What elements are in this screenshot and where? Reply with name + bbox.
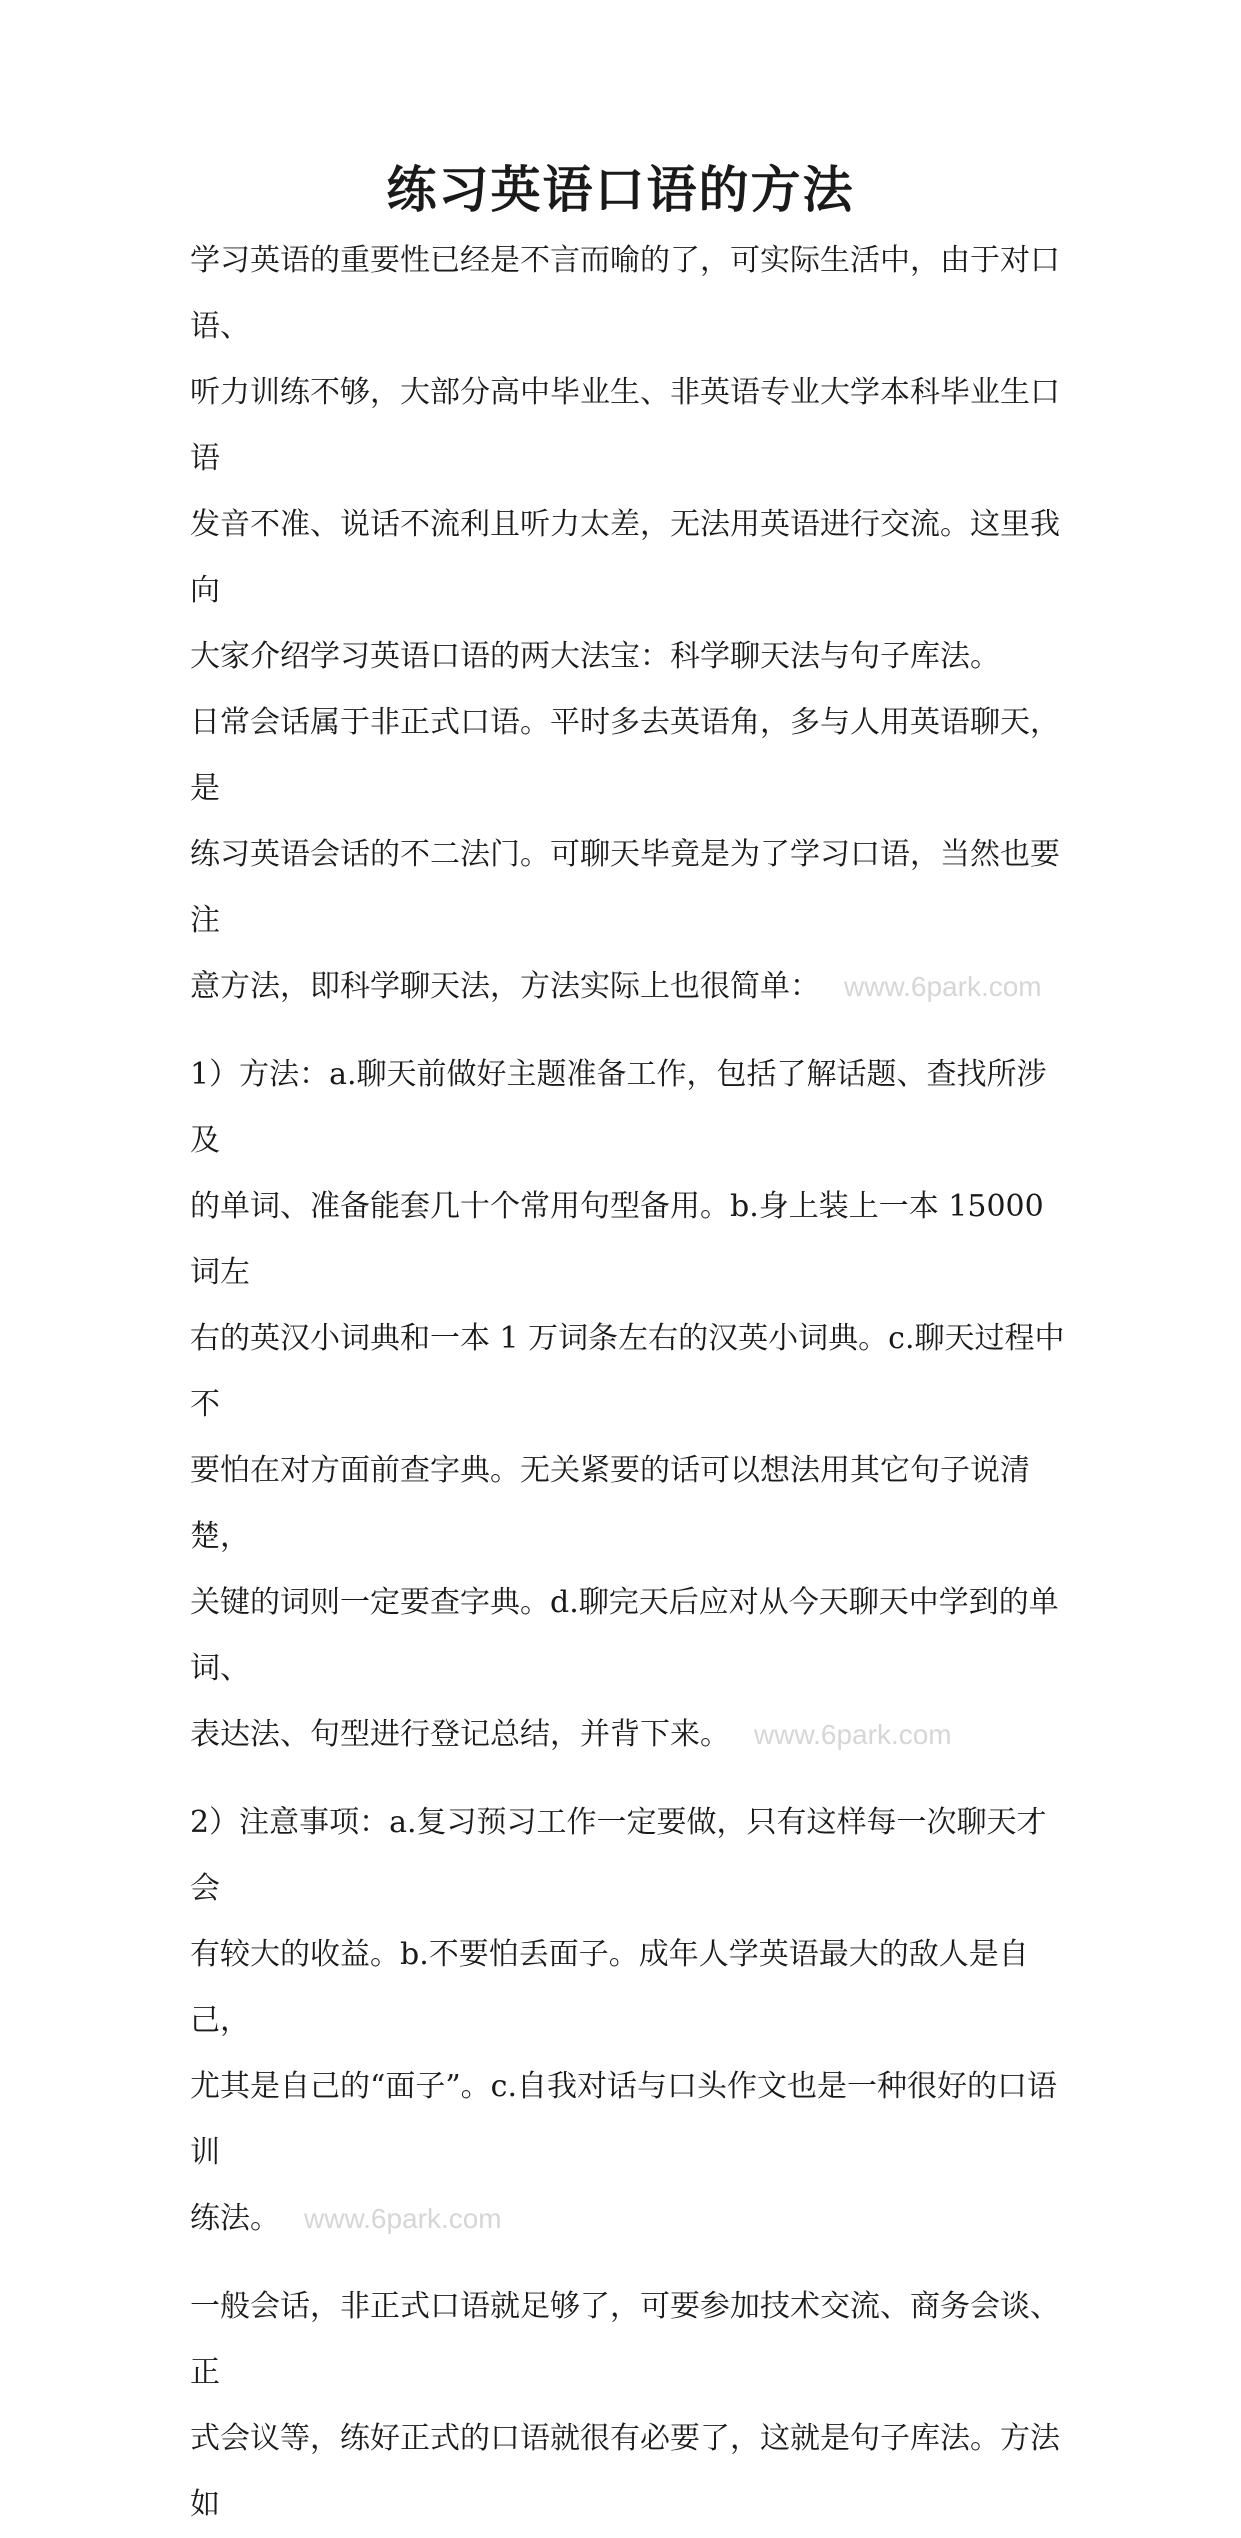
paragraph-text: 学习英语的重要性已经是不言而喻的了，可实际生活中，由于对口语、 听力训练不够，大部分高中毕业生、非英语专业大学本科毕业生口语 发音不准、说话不流利且听力太差，无法用英语进行交流。这里我向 大家介绍学习英语口语的两大法宝：科学聊天法与句子库法。 <box>190 243 1060 674</box>
paragraph-text: 2）注意事项：a.复习预习工作一定要做，只有这样每一次聊天才会 有较大的收益。b.不要怕丢面子。成年人学英语最大的敌人是自己， 尤其是自己的“面子”。c.自我对话与口头作文也是一种很好的口语训 练法。 <box>190 1805 1058 2236</box>
paragraph-spacer <box>190 1768 1070 1790</box>
paragraph-casual-talk <box>190 690 1070 1020</box>
document-body <box>190 228 1070 2538</box>
page-title: 练习英语口语的方法 <box>386 161 855 219</box>
paragraph-formal-talk <box>190 2274 1070 2538</box>
paragraph-intro <box>190 228 1070 690</box>
watermark-text: www.6park.com <box>754 1719 952 1750</box>
paragraph-text: 1）方法：a.聊天前做好主题准备工作，包括了解话题、查找所涉及 的单词、准备能套几十个常用句型备用。b.身上装上一本 15000 词左 右的英汉小词典和一本 1 万词条左右的汉英小词典。c.聊天过程中不 要怕在对方面前查字典。无关紧要的话可以想法用其它句子说清楚， 关键的词则一定要查字典。d.聊完天后应对从今天聊天中学到的单词、 表达法、句型进行登记总结，并背下来。 <box>190 1057 1065 1752</box>
watermark-text: www.6park.com <box>304 2203 502 2234</box>
watermark-text: www.6park.com <box>844 971 1042 1002</box>
paragraph-text: 日常会话属于非正式口语。平时多去英语角，多与人用英语聊天，是 练习英语会话的不二法门。可聊天毕竟是为了学习口语，当然也要注 意方法，即科学聊天法，方法实际上也很简单： <box>190 705 1060 1004</box>
paragraph-spacer <box>190 2252 1070 2274</box>
paragraph-notes <box>190 1790 1070 2252</box>
paragraph-method <box>190 1042 1070 1768</box>
paragraph-spacer <box>190 1020 1070 1042</box>
paragraph-text: 一般会话，非正式口语就足够了，可要参加技术交流、商务会谈、正 式会议等，练好正式的口语就很有必要了，这就是句子库法。方法如 <box>190 2289 1060 2522</box>
